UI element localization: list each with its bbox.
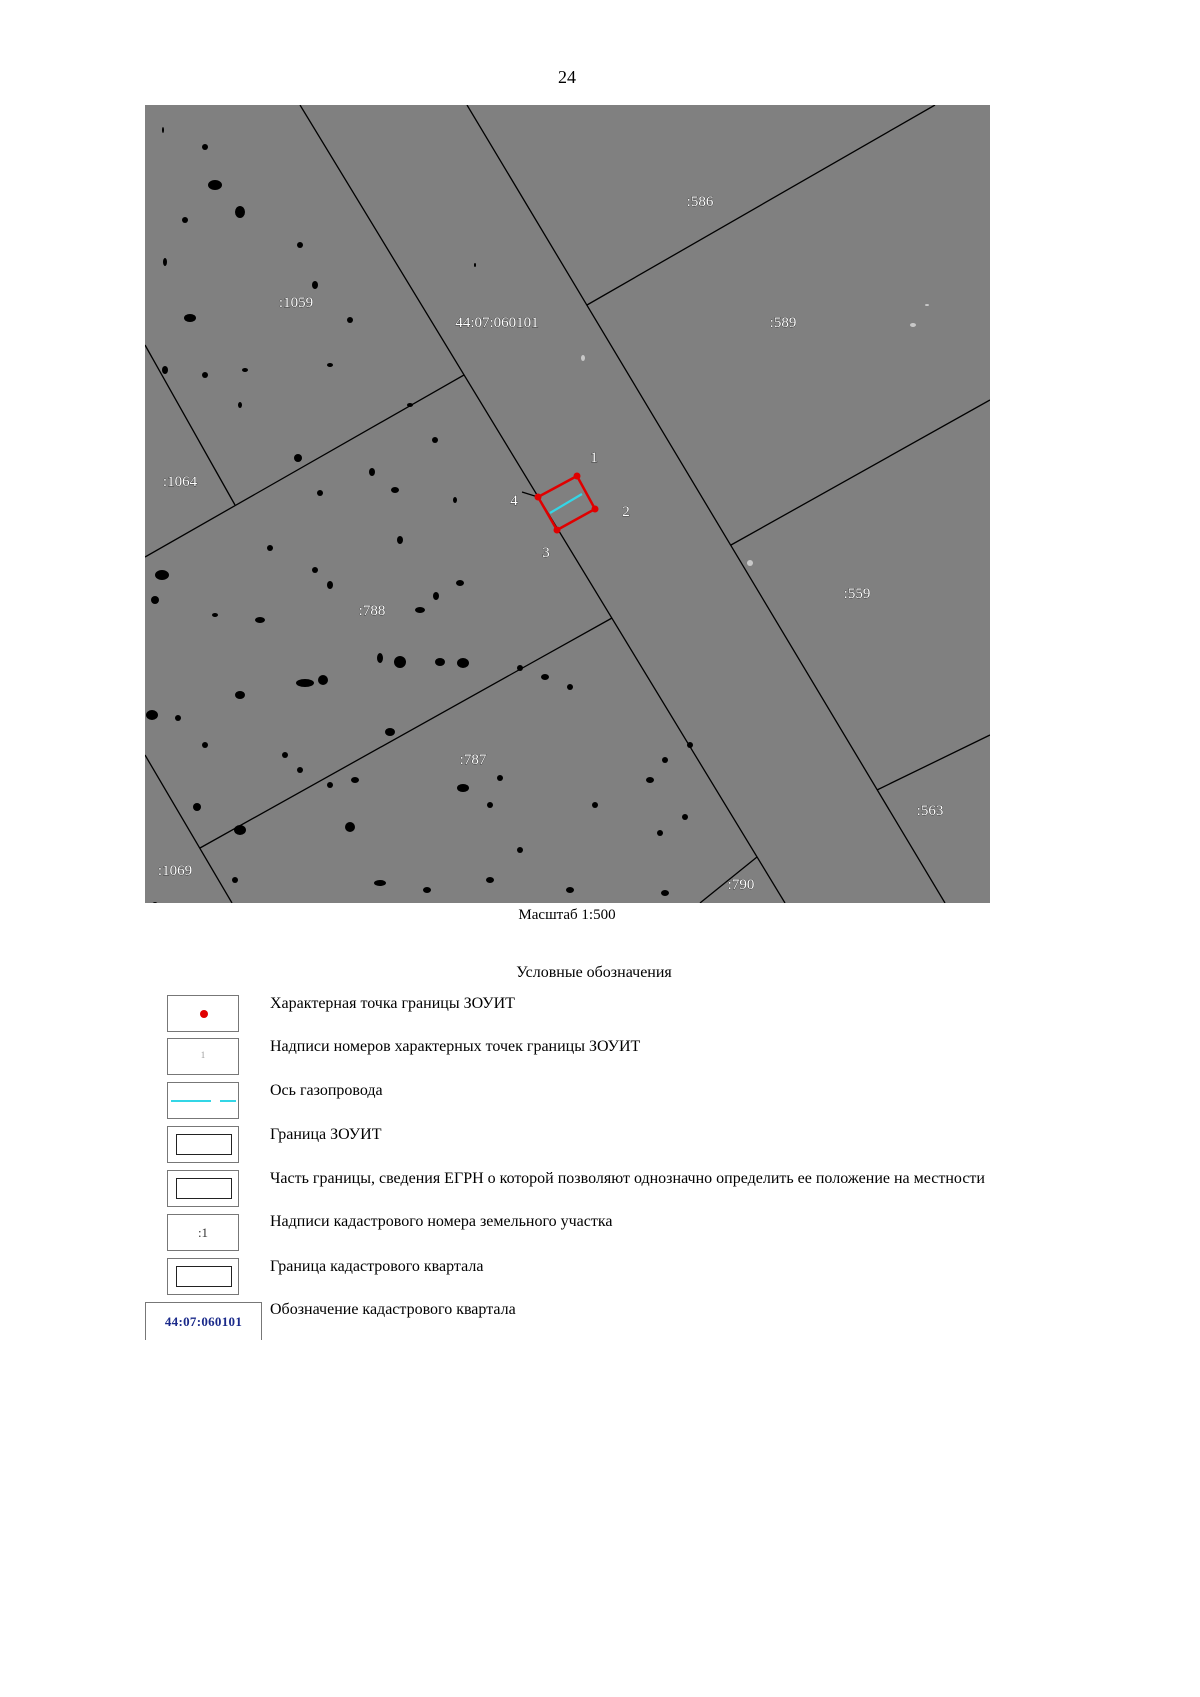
tree-blob (541, 674, 549, 680)
legend-text-gas-axis: Ось газопровода (270, 1082, 383, 1099)
quarter-label-icon: 44:07:060101 (164, 1314, 243, 1329)
tree-blob (377, 653, 383, 663)
legend-text-point-number: Надписи номеров характерных точек границы ЗОУИТ (270, 1038, 641, 1055)
tree-blob (457, 658, 469, 668)
dashed-line-icon (171, 1100, 211, 1102)
tree-blob (212, 613, 218, 617)
parcel-label-1059: :1059 (278, 295, 314, 311)
legend-text-quarter-label: Обозначение кадастрового квартала (270, 1301, 516, 1318)
legend-text-point: Характерная точка границы ЗОУИТ (270, 995, 515, 1012)
legend-text-egrn-boundary: Часть границы, сведения ЕГРН о которой позволяют однозначно определить ее положение на местности (270, 1170, 985, 1187)
point-label-4: 4 (510, 493, 518, 509)
light-spot (747, 560, 753, 566)
tree-blob (296, 679, 314, 687)
tree-blob (163, 258, 167, 266)
light-spot (581, 355, 585, 361)
light-spot (925, 304, 929, 306)
parcel-label-790: :790 (727, 877, 755, 893)
parcel-label-1064: :1064 (162, 474, 198, 490)
legend-symbol-point-number (167, 1038, 239, 1075)
legend-text-quarter-boundary: Граница кадастрового квартала (270, 1258, 484, 1275)
parcel-label-586: :586 (686, 194, 714, 210)
point-label-3: 3 (542, 545, 550, 561)
tree-blob (146, 710, 158, 720)
legend-text-parcel-number: Надписи кадастрового номера земельного участка (270, 1213, 613, 1230)
legend-text-zouit-boundary: Граница ЗОУИТ (270, 1126, 382, 1143)
tree-blob (486, 877, 494, 883)
tree-blob (235, 691, 245, 699)
point-label-1: 1 (590, 450, 598, 466)
tree-blob (662, 757, 668, 763)
tree-blob (327, 782, 333, 788)
tree-blob (327, 363, 333, 367)
dashed-line-icon (220, 1100, 236, 1102)
tree-blob (242, 368, 248, 372)
tree-blob (394, 656, 406, 668)
tree-blob (592, 802, 598, 808)
parcel-label-787: :787 (459, 752, 487, 768)
tree-blob (415, 607, 425, 613)
parcel-label-1069: :1069 (157, 863, 193, 879)
page-number: 24 (558, 67, 576, 87)
tree-blob (474, 263, 476, 267)
point-label-2: 2 (622, 504, 630, 520)
parcel-label-589: :589 (769, 315, 797, 331)
tree-blob (347, 317, 353, 323)
tree-blob (397, 536, 403, 544)
zouit-point-2 (592, 506, 599, 513)
tree-blob (385, 728, 395, 736)
tree-blob (351, 777, 359, 783)
map-canvas (145, 105, 990, 903)
map-background (145, 105, 990, 903)
tree-blob (567, 684, 573, 690)
tree-blob (661, 890, 669, 896)
tree-blob (566, 887, 574, 893)
tree-blob (232, 877, 238, 883)
parcel-label-563: :563 (916, 803, 944, 819)
tree-blob (517, 847, 523, 853)
zouit-point-1 (574, 473, 581, 480)
tree-blob (435, 658, 445, 666)
tree-blob (297, 767, 303, 773)
legend-title: Условные обозначения (516, 964, 672, 981)
tree-blob (646, 777, 654, 783)
tree-blob (208, 180, 222, 190)
tree-blob (182, 217, 188, 223)
tree-blob (318, 675, 328, 685)
tree-blob (162, 127, 164, 133)
tree-blob (193, 803, 201, 811)
tree-blob (682, 814, 688, 820)
legend-symbol-quarter-boundary (167, 1258, 239, 1295)
tree-blob (457, 784, 469, 792)
tree-blob (433, 592, 439, 600)
quarter-label: 44:07:060101 (455, 315, 539, 331)
parcel-number-icon: :1 (197, 1225, 209, 1240)
tree-blob (162, 366, 168, 374)
tree-blob (234, 825, 246, 835)
tree-blob (235, 206, 245, 218)
tree-blob (312, 567, 318, 573)
rectangle-icon (176, 1178, 232, 1199)
tree-blob (487, 802, 493, 808)
tree-blob (374, 880, 386, 886)
legend-symbol-zouit-boundary (167, 1126, 239, 1163)
tree-blob (184, 314, 196, 322)
tree-blob (369, 468, 375, 476)
tree-blob (423, 887, 431, 893)
tree-blob (255, 617, 265, 623)
tree-blob (497, 775, 503, 781)
tree-blob (151, 596, 159, 604)
tree-blob (238, 402, 242, 408)
tree-blob (155, 570, 169, 580)
tree-blob (282, 752, 288, 758)
parcel-label-788: :788 (358, 603, 386, 619)
legend-symbol-gas-axis (167, 1082, 239, 1119)
scale-caption: Масштаб 1:500 (518, 907, 616, 923)
legend-symbol-quarter-label (145, 1302, 262, 1340)
tree-blob (327, 581, 333, 589)
legend-symbol-point (167, 995, 239, 1032)
tree-blob (312, 281, 318, 289)
cadastral-map (145, 105, 990, 903)
parcel-label-559: :559 (843, 586, 871, 602)
light-spot (910, 323, 916, 327)
tree-blob (432, 437, 438, 443)
tree-blob (317, 490, 323, 496)
legend-symbol-parcel-number (167, 1214, 239, 1251)
tree-blob (202, 372, 208, 378)
tree-blob (453, 497, 457, 503)
red-dot-icon (200, 1010, 208, 1018)
tree-blob (294, 454, 302, 462)
legend-symbol-egrn-boundary (167, 1170, 239, 1207)
tree-blob (267, 545, 273, 551)
zouit-point-4 (535, 494, 542, 501)
rectangle-icon (176, 1134, 232, 1155)
tree-blob (391, 487, 399, 493)
zouit-point-3 (554, 527, 561, 534)
tree-blob (202, 742, 208, 748)
tree-blob (202, 144, 208, 150)
tree-blob (297, 242, 303, 248)
tree-blob (345, 822, 355, 832)
tree-blob (456, 580, 464, 586)
point-number-icon: 1 (200, 1050, 206, 1060)
tree-blob (657, 830, 663, 836)
rectangle-icon (176, 1266, 232, 1287)
tree-blob (175, 715, 181, 721)
